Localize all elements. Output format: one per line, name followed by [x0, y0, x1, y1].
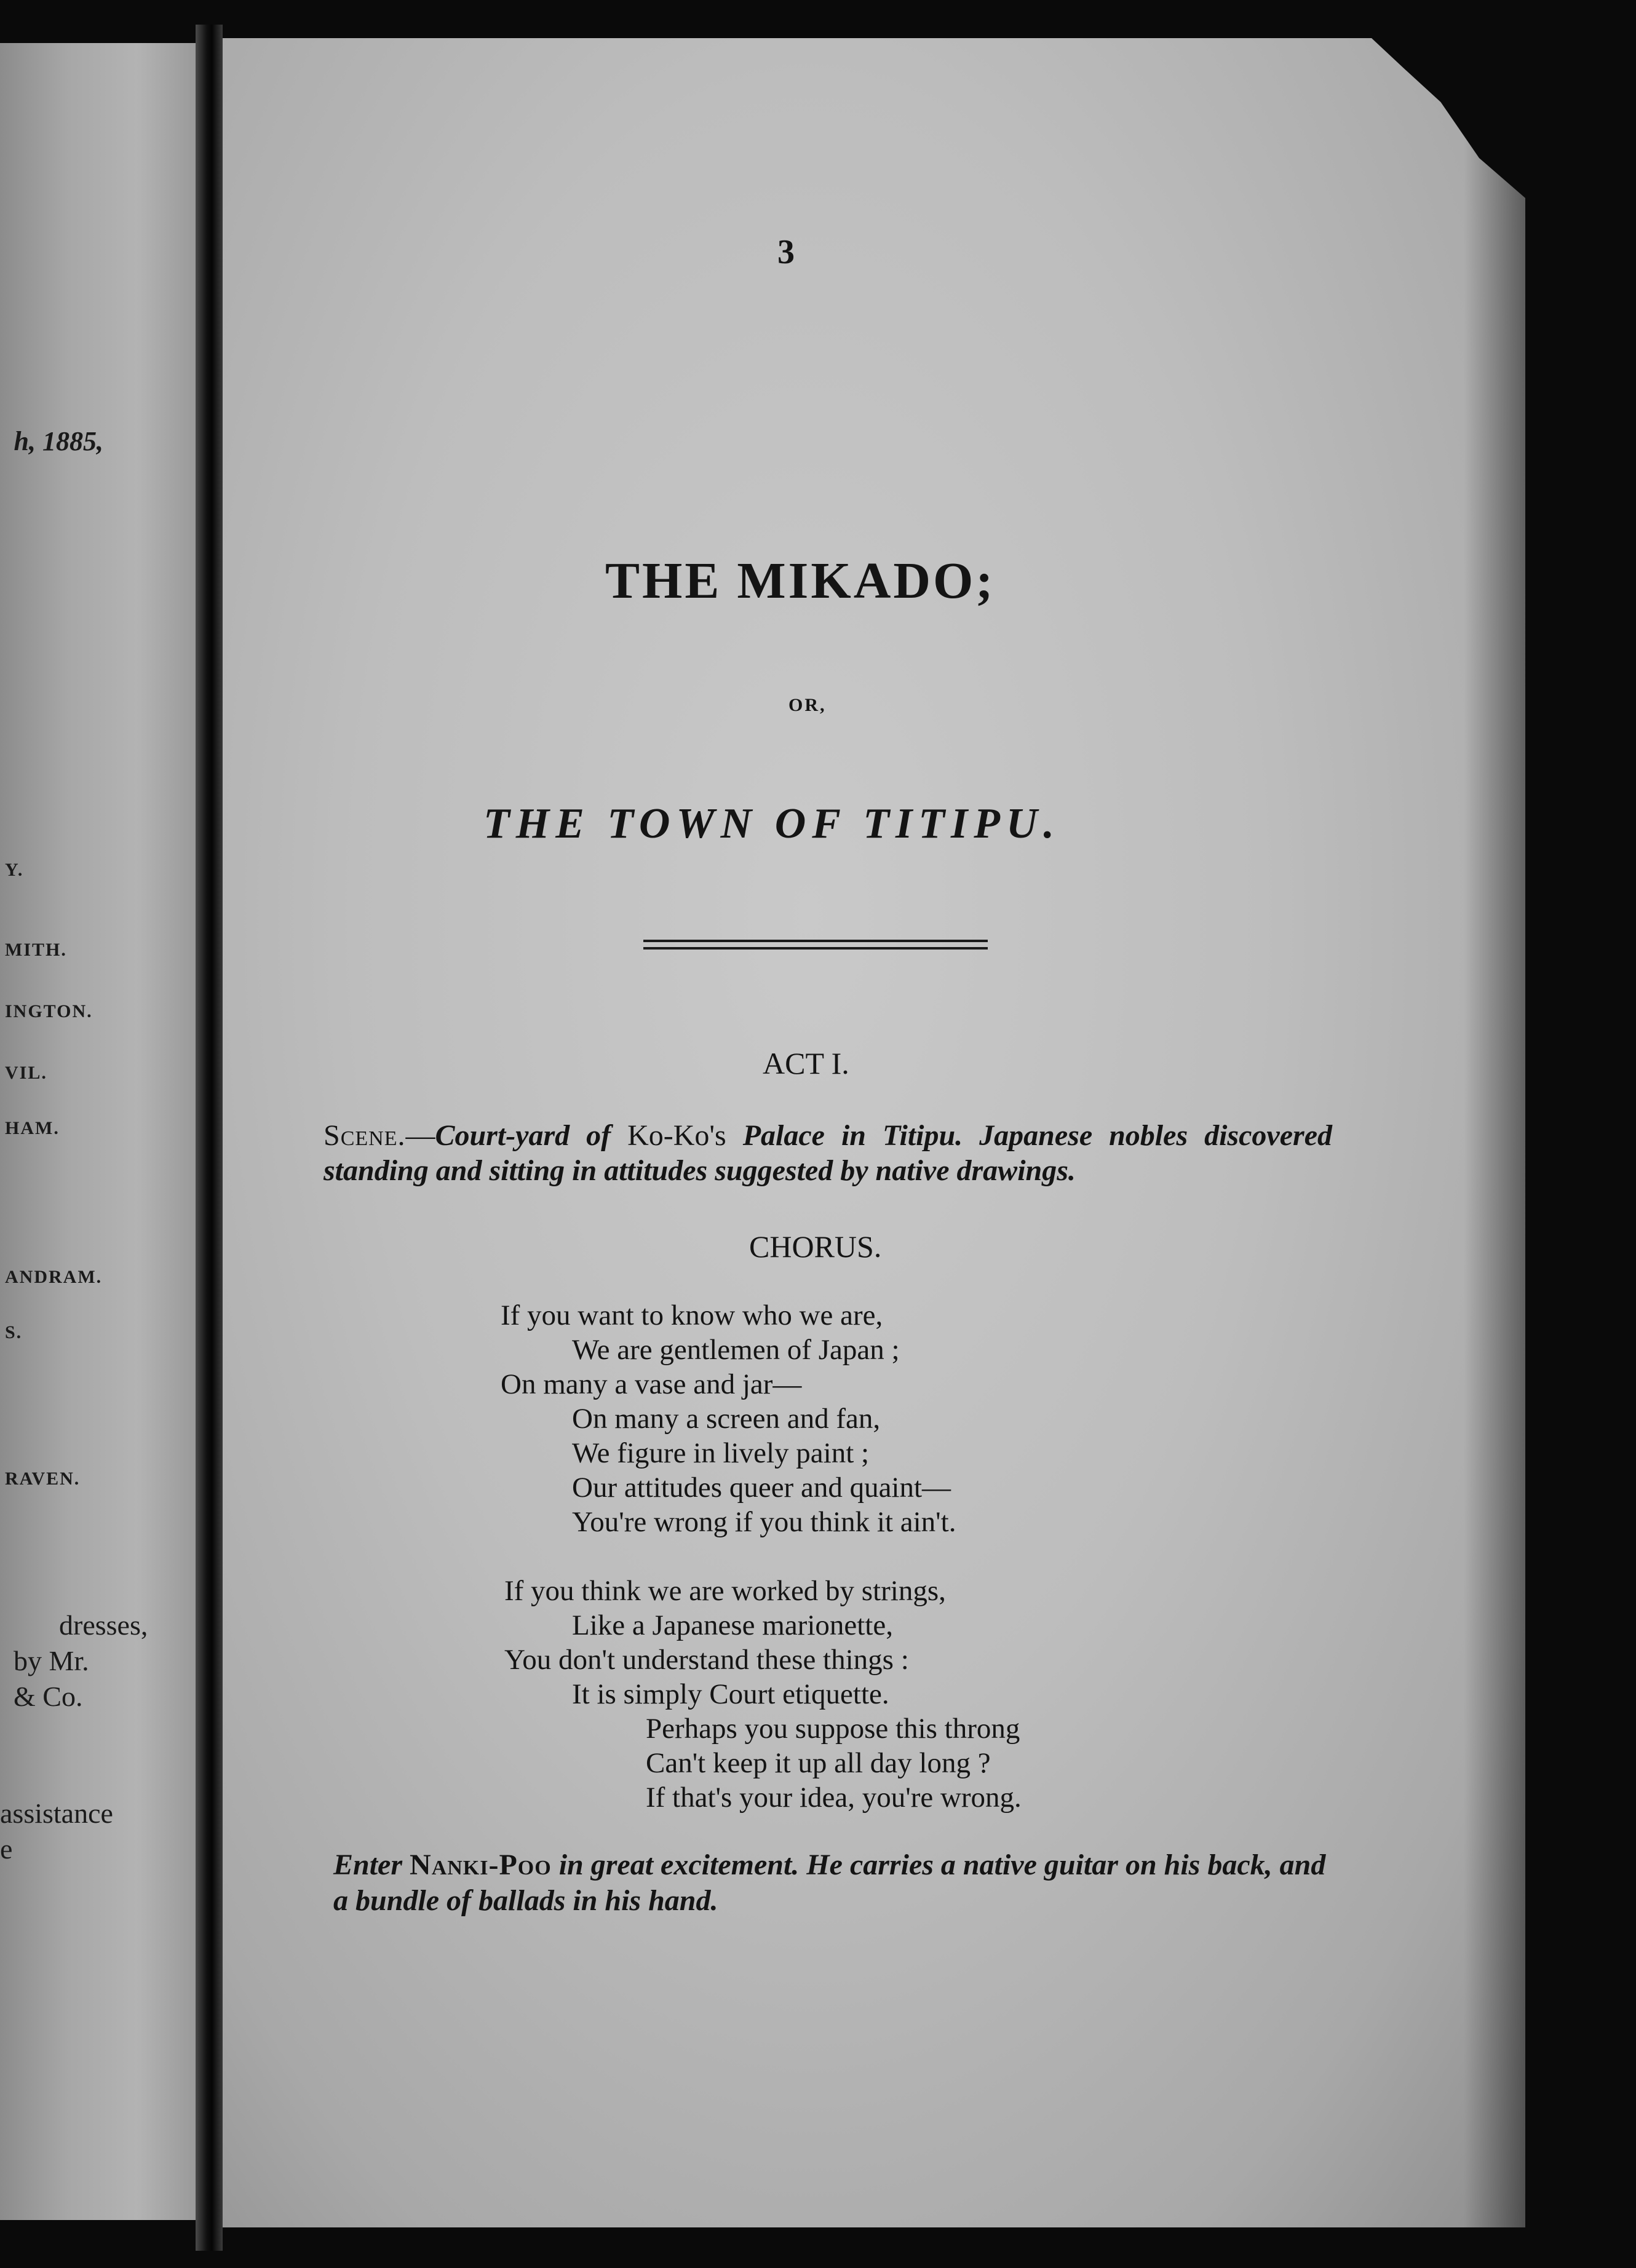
left-body-fragment: assistance	[0, 1798, 113, 1829]
verse-line: If you want to know who we are,	[501, 1299, 883, 1331]
act-heading: ACT I.	[763, 1046, 849, 1080]
left-cast-fragment: HAM.	[5, 1118, 60, 1138]
verse-line: We are gentlemen of Japan ;	[572, 1334, 900, 1366]
left-cast-fragment: S.	[5, 1322, 23, 1342]
verse-line: On many a screen and fan,	[572, 1403, 881, 1435]
stage-direction	[333, 1847, 1330, 1919]
play-subtitle: THE TOWN OF TITIPU.	[483, 800, 1061, 847]
scene-text: Palace in Titipu. Japanese nobles discovered standing and sitting in attitudes suggested by native drawings.	[324, 1119, 1332, 1187]
left-page-fragment	[0, 43, 196, 2220]
verse-line: If that's your idea, you're wrong.	[646, 1782, 1022, 1814]
scene-description	[324, 1118, 1332, 1188]
book-gutter	[196, 25, 223, 2251]
verse-line: If you think we are worked by strings,	[504, 1575, 946, 1607]
left-date-fragment: h, 1885,	[14, 426, 103, 456]
verse-line: You're wrong if you think it ain't.	[572, 1506, 956, 1538]
scene-dash: —	[405, 1119, 435, 1152]
left-body-fragment: dresses,	[59, 1609, 148, 1641]
verse-line: Perhaps you suppose this throng	[646, 1713, 1020, 1745]
stage-direction-text: in great excitement. He carries a native guitar on his back, and a bundle of ballads in his hand.	[333, 1849, 1326, 1917]
verse-line: On many a vase and jar—	[501, 1368, 802, 1400]
scene-text: Court-yard of	[435, 1119, 611, 1152]
verse-line: It is simply Court etiquette.	[572, 1678, 889, 1710]
left-cast-fragment: MITH.	[5, 940, 67, 960]
page-edge-shadow	[1464, 38, 1525, 2227]
verse-line: Our attitudes queer and quaint—	[572, 1472, 951, 1504]
scene-label: Scene.	[324, 1119, 406, 1152]
left-cast-fragment: Y.	[5, 860, 24, 880]
left-cast-fragment: ANDRAM.	[5, 1267, 103, 1287]
verse-line: Can't keep it up all day long ?	[646, 1747, 991, 1779]
verse-line: We figure in lively paint ;	[572, 1437, 870, 1469]
character-name: Ko-Ko's	[627, 1119, 726, 1152]
title-or: OR,	[788, 695, 827, 715]
left-body-fragment: by Mr.	[14, 1645, 89, 1676]
chorus-heading: CHORUS.	[749, 1229, 882, 1264]
title-rule-bottom	[643, 947, 988, 950]
play-title: THE MIKADO;	[605, 552, 996, 609]
verse-line: Like a Japanese marionette,	[572, 1609, 893, 1641]
left-body-fragment: e	[0, 1833, 13, 1865]
page-number: 3	[777, 233, 795, 271]
verse-line: You don't understand these things :	[504, 1644, 909, 1676]
left-cast-fragment: INGTON.	[5, 1001, 93, 1021]
left-cast-fragment: VIL.	[5, 1063, 47, 1083]
stage-direction-text: Enter	[333, 1849, 403, 1881]
title-rule-top	[643, 940, 988, 942]
left-cast-fragment: RAVEN.	[5, 1469, 81, 1489]
left-body-fragment: & Co.	[14, 1681, 83, 1712]
character-name: Nanki-Poo	[410, 1849, 552, 1881]
